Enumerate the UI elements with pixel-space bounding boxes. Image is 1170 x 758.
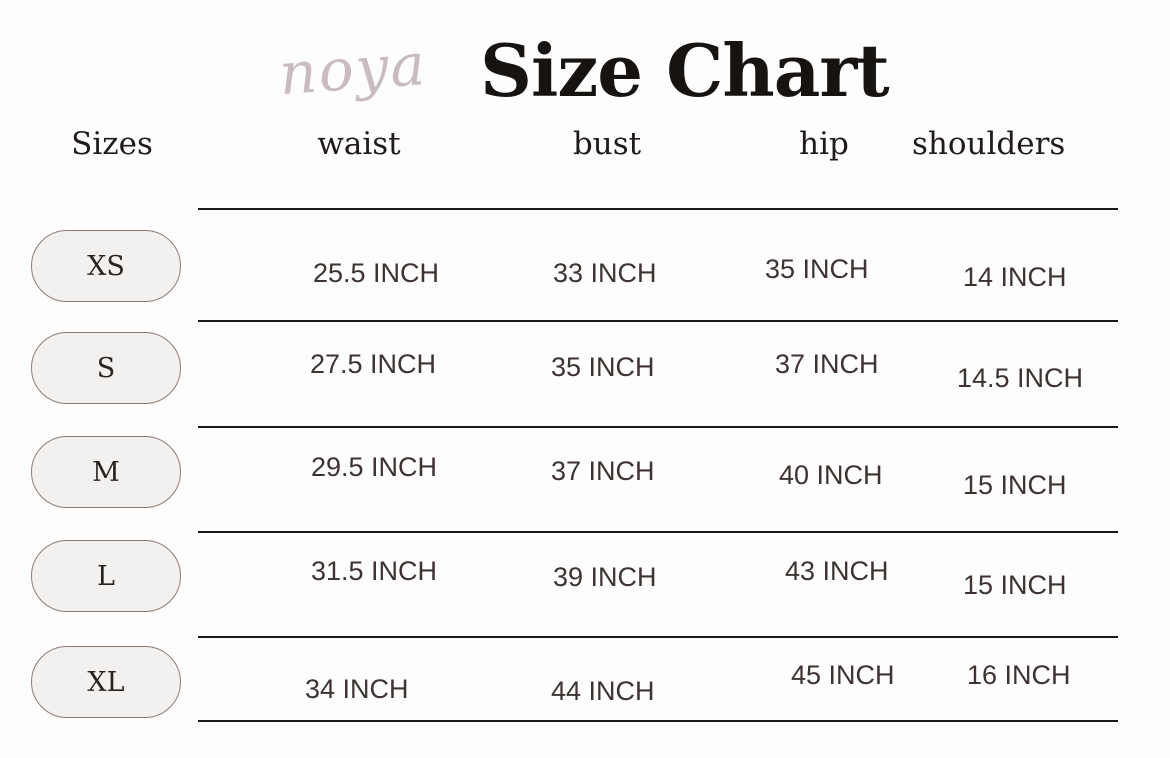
cell-bust: 33 INCH: [553, 258, 657, 288]
cell-bust: 44 INCH: [551, 676, 655, 706]
table-row: [0, 214, 1170, 316]
cell-hip: 35 INCH: [765, 254, 869, 284]
cell-bust: 35 INCH: [551, 352, 655, 382]
column-header-sizes: Sizes: [71, 126, 153, 162]
cell-shoulders: 16 INCH: [967, 660, 1071, 690]
table-row: [0, 524, 1170, 626]
column-header-waist: waist: [317, 126, 401, 162]
table-row: [0, 420, 1170, 522]
page-header: [0, 22, 1170, 122]
page-title: Size Chart: [480, 28, 889, 113]
cell-waist: 31.5 INCH: [311, 556, 438, 586]
cell-hip: 43 INCH: [785, 556, 889, 586]
column-header-shoulders: shoulders: [912, 126, 1066, 162]
cell-waist: 27.5 INCH: [310, 349, 437, 379]
cell-shoulders: 15 INCH: [963, 570, 1067, 600]
size-pill-l: L: [31, 540, 181, 612]
cell-shoulders: 14 INCH: [963, 262, 1067, 292]
size-pill-m: M: [31, 436, 181, 508]
size-pill-xl: XL: [31, 646, 181, 718]
cell-waist: 29.5 INCH: [311, 452, 438, 482]
table-row: [0, 630, 1170, 732]
size-pill-xs: XS: [31, 230, 181, 302]
column-header-bust: bust: [572, 126, 642, 162]
cell-hip: 45 INCH: [791, 660, 895, 690]
cell-shoulders: 15 INCH: [963, 470, 1067, 500]
cell-bust: 37 INCH: [551, 456, 655, 486]
table-row: [0, 316, 1170, 418]
cell-hip: 40 INCH: [779, 460, 883, 490]
column-header-hip: hip: [799, 126, 849, 162]
size-pill-s: S: [31, 332, 181, 404]
brand-wordmark: noya: [276, 29, 430, 109]
cell-shoulders: 14.5 INCH: [957, 363, 1084, 393]
cell-bust: 39 INCH: [553, 562, 657, 592]
cell-hip: 37 INCH: [775, 349, 879, 379]
cell-waist: 34 INCH: [305, 674, 409, 704]
cell-waist: 25.5 INCH: [313, 258, 440, 288]
divider: [198, 720, 1118, 722]
divider: [198, 208, 1118, 210]
column-headers: [0, 126, 1170, 182]
